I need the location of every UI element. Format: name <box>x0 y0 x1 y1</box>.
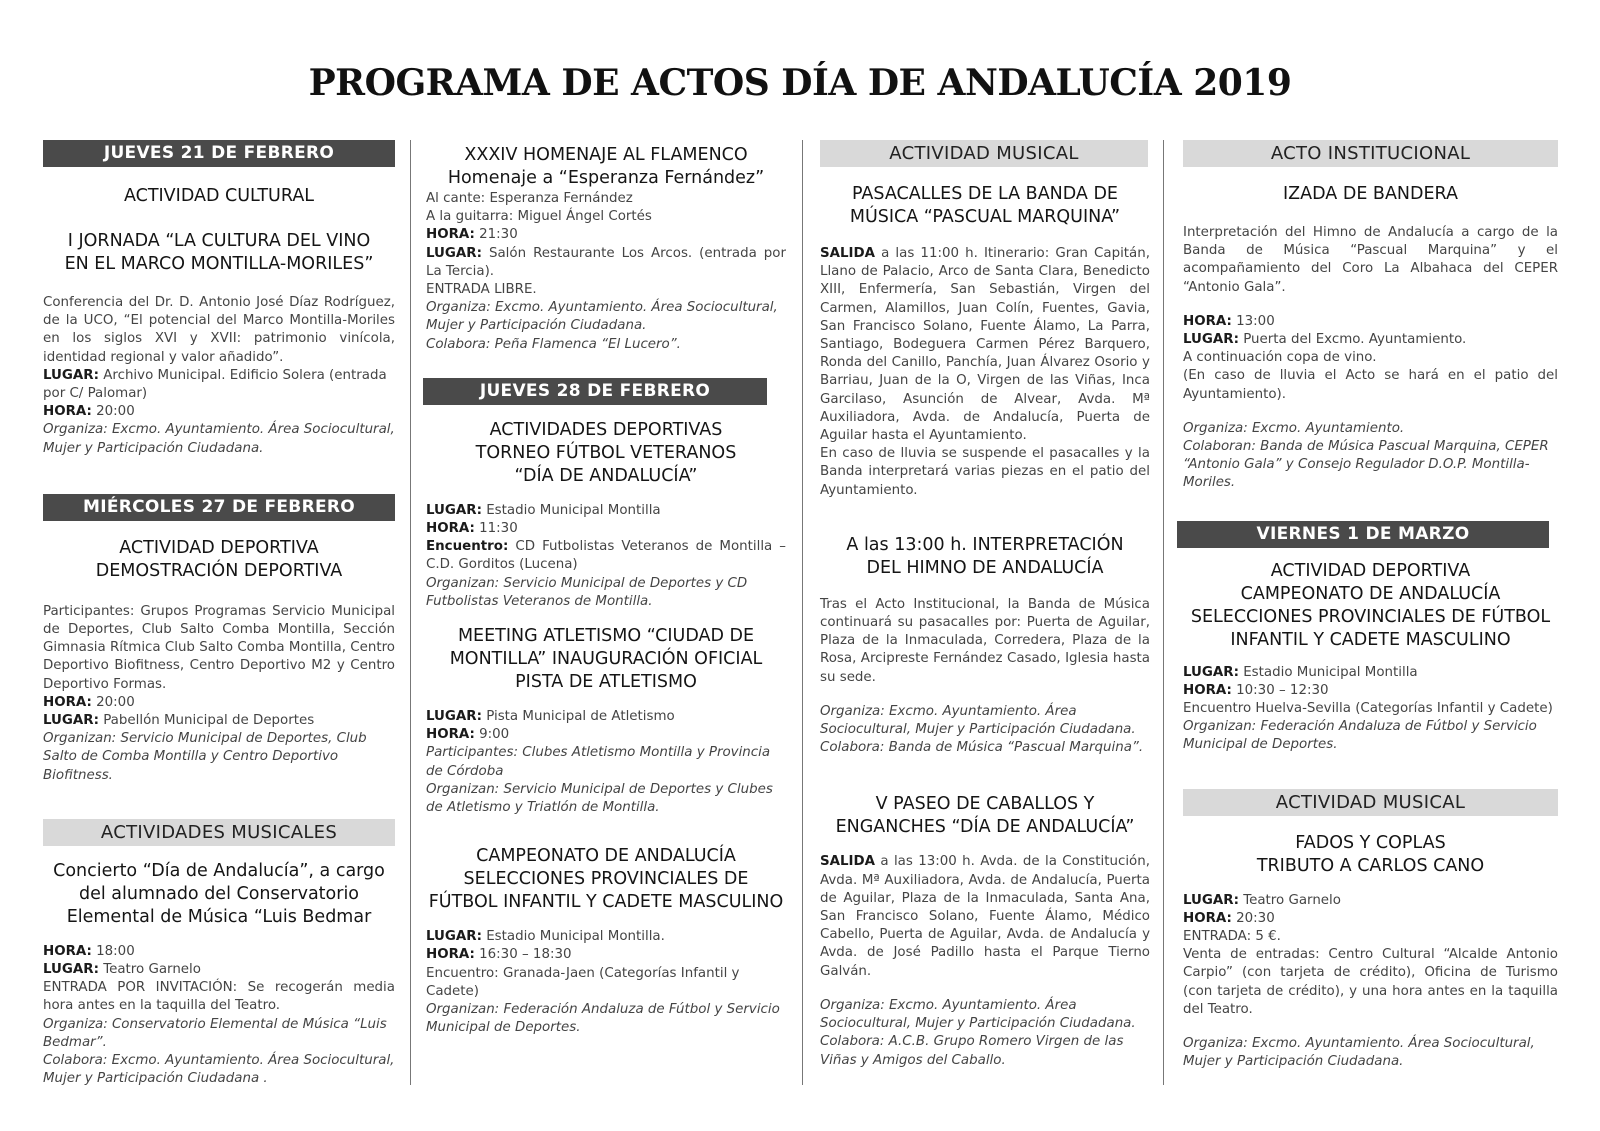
event-place <box>1183 892 1558 910</box>
day-header: JUEVES 28 DE FEBRERO <box>423 378 767 405</box>
label: SALIDA <box>820 854 876 870</box>
event-title: MONTILLA” INAUGURACIÓN OFICIAL <box>449 649 763 670</box>
collaborator: Colabora: Banda de Música “Pascual Marquina”. <box>820 740 1144 756</box>
label: LUGAR: <box>426 709 482 725</box>
event-title: del alumnado del Conservatorio <box>78 883 360 904</box>
section-heading: ACTIVIDADES DEPORTIVAS <box>489 419 723 440</box>
label: Encuentro: <box>426 539 509 555</box>
entry-info: ENTRADA POR INVITACIÓN: Se recogerán media hora antes en la taquilla del Teatro. <box>43 980 395 1014</box>
event-title: INFANTIL Y CADETE MASCULINO <box>1230 629 1511 650</box>
event-title: PASACALLES DE LA BANDA DE <box>851 184 1118 204</box>
collaborator: Colabora: Excmo. Ayuntamiento. Área Sociocultural, Mujer y Participación Ciudadana . <box>43 1053 395 1087</box>
value: 11:30 <box>474 521 518 537</box>
label: HORA: <box>43 943 92 959</box>
event-time <box>43 943 395 961</box>
organizer: Organiza: Excmo. Ayuntamiento. Área Sociocultural, Mujer y Participación Ciudadana. <box>820 997 1136 1032</box>
value: a las 11:00 h. Itinerario: Gran Capitán, Llano de Palacio, Arco de Santa Clara, Benedicto XIII, Enfermería, San Sebastián, Virgen del Carmen, Alamillos, Juan Colín, Fuentes, Gavia, San Francisco Solano, Fuente Álamo, La Parra, Santiago, Bodeguera Carmen Pérez Barquero, Ronda del Canillo, Panchía, Juan Álvarez Osorio y Barriau, Juan de la O, Virgen de las Viñas, Inca Garcilaso, Asunción de Alvear, Avda. Mª Auxiliadora, Avda. de Andalucía, Puerta de Aguilar hasta el Ayuntamiento. <box>820 246 1150 444</box>
value: 13:00 <box>1231 313 1275 329</box>
performer: A la guitarra: Miguel Ángel Cortés <box>426 209 652 225</box>
organizer: Organizan: Servicio Municipal de Deportes, Club Salto de Comba Montilla y Centro Deportivo Biofitness. <box>43 731 367 783</box>
label: LUGAR: <box>1183 892 1239 908</box>
event-title: CAMPEONATO DE ANDALUCÍA <box>1240 583 1501 604</box>
match-info: Encuentro Huelva-Sevilla (Categorías Infantil y Cadete) <box>1183 701 1553 717</box>
event-place <box>43 712 395 730</box>
label: SALIDA <box>820 246 876 261</box>
label: LUGAR: <box>426 502 482 518</box>
section-header: ACTIVIDAD MUSICAL <box>820 140 1148 167</box>
value: Estadio Municipal Montilla. <box>481 929 665 945</box>
label: HORA: <box>43 694 92 710</box>
value: Teatro Garnelo <box>1238 892 1341 908</box>
ticket-sales: Venta de entradas: Centro Cultural “Alcalde Antonio Carpio” (con tarjeta de crédito), Oficina de Turismo (con tarjeta de crédito), y una hora antes en la taquilla del Teatro. <box>1183 947 1558 1017</box>
label: HORA: <box>426 521 475 537</box>
event-description: Tras el Acto Institucional, la Banda de Música continuará su pasacalles por: Puerta de Aguilar, Plaza de la Inmaculada, Corredera, Plaza de la Rosa, Arcipreste Fernández Casado, Iglesia hasta su sede. <box>820 596 1150 685</box>
day-header: JUEVES 21 DE FEBRERO <box>43 140 395 167</box>
column-4 <box>1183 140 1558 1071</box>
value: 21:30 <box>474 227 518 243</box>
column-divider <box>1163 140 1164 1085</box>
label: HORA: <box>43 404 92 420</box>
event-description: Conferencia del Dr. D. Antonio José Díaz Rodríguez, de la UCO, “El potencial del Marco Montilla-Moriles en los siglos XVI y XVII: patrimonio vinícola, identidad regional y valor añadido”. <box>43 295 395 365</box>
value: 20:30 <box>1231 910 1275 926</box>
match-info <box>426 538 786 574</box>
event-place <box>426 245 786 281</box>
column-divider <box>410 140 411 1085</box>
value: CD Futbolistas Veteranos de Montilla – C.D. Gorditos (Lucena) <box>426 539 786 573</box>
label: LUGAR: <box>43 962 99 978</box>
collaborator: Colabora: A.C.B. Grupo Romero Virgen de las Viñas y Amigos del Caballo. <box>820 1034 1124 1068</box>
event-title: Concierto “Día de Andalucía”, a cargo <box>53 860 385 881</box>
collaborator: Colabora: Peña Flamenca “El Lucero”. <box>426 336 681 352</box>
value: Estadio Municipal Montilla <box>481 502 661 518</box>
event-subtitle: Homenaje a “Esperanza Fernández” <box>447 168 765 188</box>
event-title: SELECCIONES PROVINCIALES DE <box>463 869 749 890</box>
event-place <box>1183 331 1558 349</box>
event-time <box>1183 313 1558 331</box>
performer: Al cante: Esperanza Fernández <box>426 191 633 206</box>
label: HORA: <box>1183 910 1232 926</box>
label: LUGAR: <box>43 367 99 383</box>
organizer: Organiza: Excmo. Ayuntamiento. <box>1183 420 1405 436</box>
value: Puerta del Excmo. Ayuntamiento. <box>1238 332 1467 348</box>
event-title: Elemental de Música “Luis Bedmar <box>66 906 372 927</box>
organizer: Organiza: Conservatorio Elemental de Música “Luis Bedmar”. <box>43 1016 387 1050</box>
match-info: Encuentro: Granada-Jaen (Categorías Infantil y Cadete) <box>426 965 740 999</box>
event-time <box>426 520 786 538</box>
organizer: Organizan: Servicio Municipal de Deportes y Clubes de Atletismo y Triatlón de Montilla. <box>426 781 773 816</box>
event-title: A las 13:00 h. INTERPRETACIÓN <box>846 534 1124 555</box>
event-place <box>426 928 786 946</box>
organizer: Organiza: Excmo. Ayuntamiento. Área Sociocultural, Mujer y Participación Ciudadana. <box>43 422 395 456</box>
label: LUGAR: <box>426 929 482 945</box>
column-2 <box>426 140 786 1037</box>
event-title: FÚTBOL INFANTIL Y CADETE MASCULINO <box>428 892 784 913</box>
event-time <box>426 226 786 244</box>
section-header: ACTO INSTITUCIONAL <box>1183 140 1558 167</box>
event-place <box>426 502 786 520</box>
label: HORA: <box>426 947 475 963</box>
entry-info: ENTRADA LIBRE. <box>426 282 537 298</box>
event-title: “DÍA DE ANDALUCÍA” <box>514 465 698 486</box>
value: Pista Municipal de Atletismo <box>481 709 675 725</box>
label: LUGAR: <box>43 713 99 729</box>
event-title: PISTA DE ATLETISMO <box>515 672 697 693</box>
event-title: TRIBUTO A CARLOS CANO <box>1256 855 1485 876</box>
label: HORA: <box>1183 682 1232 698</box>
column-1 <box>43 140 395 1088</box>
route-description <box>820 853 1150 980</box>
event-place <box>426 708 786 726</box>
organizer: Organizan: Federación Andaluza de Fútbol y Servicio Municipal de Deportes. <box>1183 719 1537 753</box>
event-title: I JORNADA “LA CULTURA DEL VINO <box>67 231 371 251</box>
page-title: PROGRAMA DE ACTOS DÍA DE ANDALUCÍA 2019 <box>308 62 1292 104</box>
label: HORA: <box>426 227 475 243</box>
reception-note: A continuación copa de vino. <box>1183 350 1377 366</box>
section-heading: ACTIVIDAD DEPORTIVA <box>119 537 319 558</box>
route-description <box>820 245 1150 445</box>
rain-notice: En caso de lluvia se suspende el pasacalles y la Banda interpretará varias piezas en el patio del Ayuntamiento. <box>820 446 1150 498</box>
event-title: MÚSICA “PASCUAL MARQUINA” <box>849 207 1121 227</box>
event-title: FADOS Y COPLAS <box>1295 832 1446 853</box>
event-title: TORNEO FÚTBOL VETERANOS <box>475 442 737 463</box>
entry-info: ENTRADA: 5 €. <box>1183 929 1281 945</box>
organizer: Organiza: Excmo. Ayuntamiento. Área Sociocultural, Mujer y Participación Ciudadana. <box>1183 1036 1535 1070</box>
organizer: Organizan: Federación Andaluza de Fútbol y Servicio Municipal de Deportes. <box>426 1002 780 1036</box>
event-title: SELECCIONES PROVINCIALES DE FÚTBOL <box>1190 606 1551 627</box>
value: 18:00 <box>91 943 135 959</box>
label: LUGAR: <box>1183 664 1239 680</box>
event-title: DEL HIMNO DE ANDALUCÍA <box>866 557 1104 578</box>
event-time <box>43 403 395 421</box>
event-title: MEETING ATLETISMO “CIUDAD DE <box>457 626 755 647</box>
event-place <box>43 367 395 403</box>
event-description: Interpretación del Himno de Andalucía a cargo de la Banda de Música “Pascual Marquina” y el acompañamiento del Coro La Albahaca del CEPER “Antonio Gala”. <box>1183 225 1558 295</box>
event-title: CAMPEONATO DE ANDALUCÍA <box>476 846 736 867</box>
event-title: XXXIV HOMENAJE AL FLAMENCO <box>464 145 748 165</box>
event-title: V PASEO DE CABALLOS Y <box>875 794 1095 815</box>
value: Teatro Garnelo <box>98 962 201 978</box>
organizer: Organiza: Excmo. Ayuntamiento. Área Sociocultural, Mujer y Participación Ciudadana. <box>426 300 778 334</box>
day-header: MIÉRCOLES 27 DE FEBRERO <box>43 494 395 521</box>
event-title: ENGANCHES “DÍA DE ANDALUCÍA” <box>835 817 1135 838</box>
event-place <box>1183 664 1558 682</box>
value: Estadio Municipal Montilla <box>1238 664 1418 680</box>
label: HORA: <box>1183 313 1232 329</box>
label: HORA: <box>426 727 475 743</box>
event-title: EN EL MARCO MONTILLA-MORILES” <box>64 254 374 274</box>
label: LUGAR: <box>1183 332 1239 348</box>
collaborator: Colaboran: Banda de Música Pascual Marquina, CEPER “Antonio Gala” y Consejo Regulador D.O.P. Montilla-Moriles. <box>1183 439 1549 491</box>
section-heading: ACTIVIDAD DEPORTIVA <box>1270 560 1471 581</box>
value: a las 13:00 h. Avda. de la Constitución, Avda. Mª Auxiliadora, Avda. de Andalucía, Puerta de Aguilar, Plaza de la Inmaculada, Santa Ana, San Francisco Solano, Fuente Álamo, Médico Cabello, Puerta de Aguilar, Avda. de Andalucía y Avda. de José Padillo hasta el Parque Tierno Galván. <box>820 854 1150 979</box>
value: 20:00 <box>91 694 135 710</box>
event-time <box>1183 682 1558 700</box>
event-time <box>43 694 395 712</box>
event-place <box>43 961 395 979</box>
event-time <box>426 946 786 964</box>
section-header: ACTIVIDAD MUSICAL <box>1183 789 1558 816</box>
value: Archivo Municipal. Edificio Solera (entrada por C/ Palomar) <box>43 367 387 402</box>
column-divider <box>802 140 803 1085</box>
value: Pabellón Municipal de Deportes <box>98 713 315 729</box>
value: Salón Restaurante Los Arcos. (entrada por La Tercia). <box>426 245 786 279</box>
event-title: IZADA DE BANDERA <box>1283 184 1458 204</box>
event-title: DEMOSTRACIÓN DEPORTIVA <box>95 560 343 581</box>
label: LUGAR: <box>426 245 482 261</box>
rain-notice: (En caso de lluvia el Acto se hará en el patio del Ayuntamiento). <box>1183 368 1558 402</box>
event-time <box>426 726 786 744</box>
organizer: Organizan: Servicio Municipal de Deportes y CD Futbolistas Veteranos de Montilla. <box>426 575 748 609</box>
column-3 <box>820 140 1150 1070</box>
organizer: Organiza: Excmo. Ayuntamiento. Área Sociocultural, Mujer y Participación Ciudadana. <box>820 703 1136 738</box>
value: 20:00 <box>91 404 135 420</box>
section-heading: ACTIVIDAD CULTURAL <box>123 186 315 206</box>
value: 16:30 – 18:30 <box>474 947 572 963</box>
event-description: Participantes: Grupos Programas Servicio Municipal de Deportes, Club Salto Comba Montilla, Sección Gimnasia Rítmica Club Salto Comba Montilla, Centro Deportivo Biofitness, Centro Deportivo M2 y Centro Deportivo Formas. <box>43 603 395 692</box>
value: 9:00 <box>474 727 510 743</box>
event-time <box>1183 910 1558 928</box>
value: 10:30 – 12:30 <box>1231 682 1329 698</box>
participants: Participantes: Clubes Atletismo Montilla y Provincia de Córdoba <box>426 745 771 779</box>
section-header: ACTIVIDADES MUSICALES <box>43 819 395 846</box>
day-header: VIERNES 1 DE MARZO <box>1177 521 1549 548</box>
